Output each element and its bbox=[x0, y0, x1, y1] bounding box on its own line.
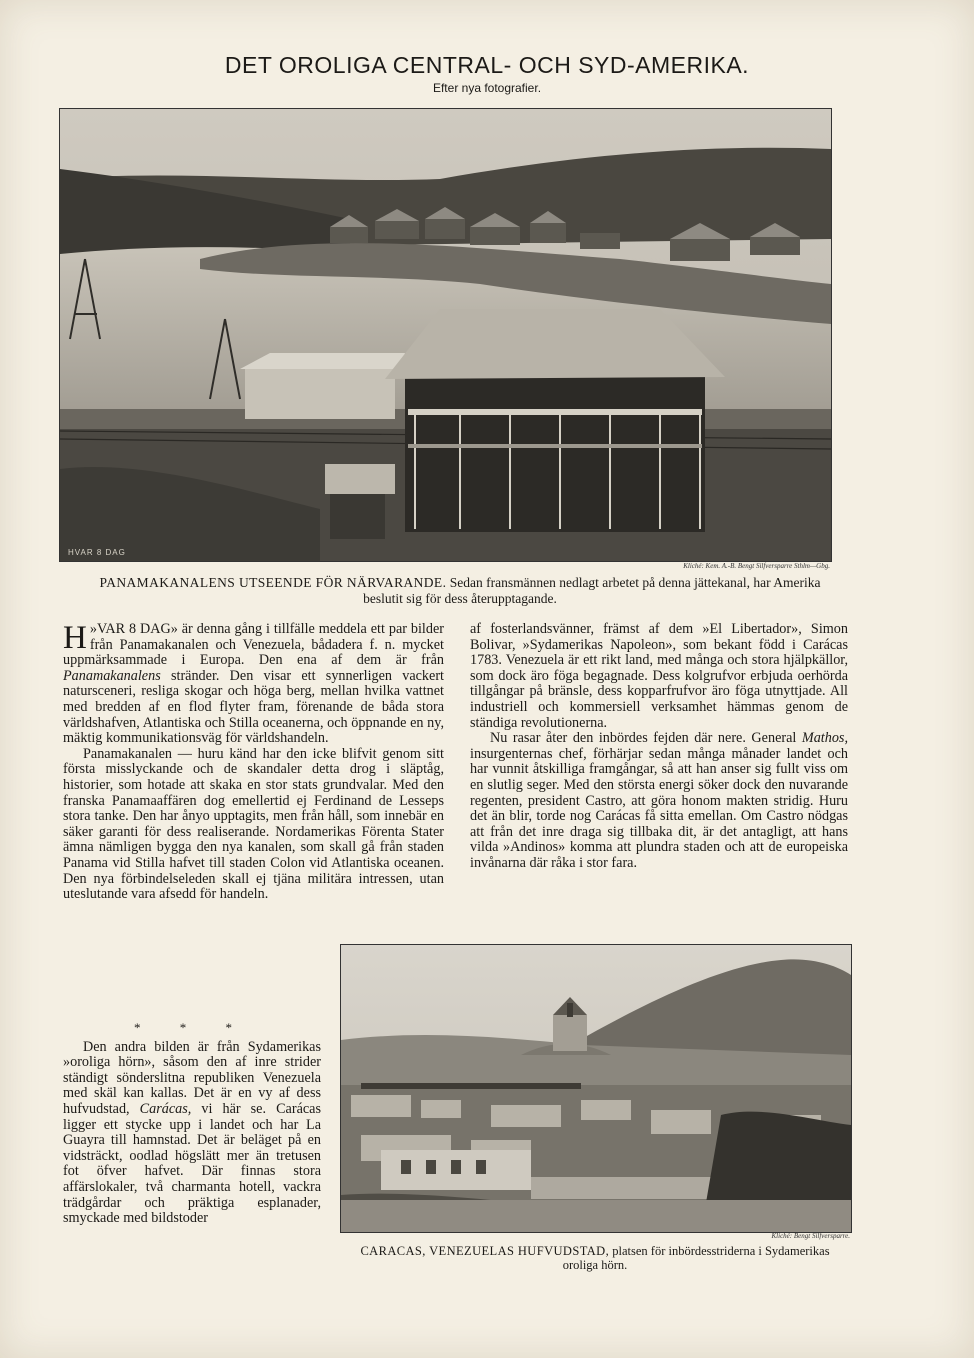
top-caption-lead: PANAMAKANALENS UTSEENDE FÖR NÄRVARANDE. bbox=[99, 575, 447, 590]
intro-text-b: stränder. Den visar ett synnerligen vackert natursceneri, resliga skogar och höga berg, mellan hvilka vattnet med bredden af en flod flyter fram, förenande de båda stora världshafven, Atlantiska och Stilla oceanerna, och öppnande en ny, mäktig kommunikationsväg för världshandeln. bbox=[63, 667, 444, 747]
top-caption-text: Sedan fransmännen nedlagt arbetet på denna jättekanal, har Amerika beslutit sig för dess återupptagande. bbox=[363, 575, 821, 606]
caracas-paragraph bbox=[63, 1040, 321, 1227]
civil-war-text-a: Nu rasar åter den inbördes fejden där nere. General bbox=[490, 730, 802, 747]
bottom-photo-credit: Kliché: Bengt Silfversparre. bbox=[771, 1232, 850, 1240]
venezuela-paragraph: af fosterlandsvänner, främst af dem »El Libertador», Simon Bolivar, »Sydamerikas Napoleon», som bekant född i Carácas 1783. Venezuela är ett rikt land, med många och stora hjälpkällor, som dock äro föga begagnade. Dess kolgrufvor erbjuda oerhörda tillgångar på bränsle, dess kopparfrufvor äro föga utnyttjade. All industriell och kommersiell verksamhet hämmas genom de ständiga revolutionerna. bbox=[470, 621, 848, 731]
top-photo-credit: Kliché: Kem. A.-B. Bengt Silfversparre Sthlm—Gbg. bbox=[683, 562, 830, 570]
intro-text-a: VAR 8 DAG» är denna gång i tillfälle meddela ett par bilder från Panamakanalen och Venezuela, bådadera f. n. mycket uppmärksammade i Europa. Den ena af dem är från bbox=[63, 621, 444, 669]
page-subtitle: Efter nya fotografier. bbox=[432, 81, 542, 95]
bottom-caption-text: platsen för inbördesstriderna i Sydamerikas oroliga hörn. bbox=[562, 1244, 830, 1272]
panama-canal-photo bbox=[59, 108, 832, 562]
top-photo-caption bbox=[90, 575, 830, 607]
left-column bbox=[63, 622, 444, 903]
panama-canal-illustration bbox=[60, 109, 831, 561]
panama-paragraph: Panamakanalen — huru känd har den icke blifvit genom sitt första misslyckande och de skandaler detta drog i släptåg, historier, som hotade att skaka en stor stats grundvalar. Med den franska Panamaaffären dog emellertid ej Ferdinand de Lesseps stora tanke. Den har ånyo upptagits, men från håll, som innebär en säker garanti för dess realiserande. Nordamerikas Förenta Stater ämna nämligen bygga den nya kanalen, som skall gå från staden Panama vid Stilla hafvet till staden Colon vid Atlantiska oceanen. Den nya förbindelseleden skall ej tjäna militära intressen, utan uteslutande vara afsedd för handeln. bbox=[63, 745, 444, 903]
caracas-text-b: vi här se. Carácas ligger ett stycke upp i landet och har La Guayra till hamnstad. Det är beläget på en vidsträckt, oodlad högslätt mer än tretusen fot öfver hafvet. Där finnas stora affärslokaler, två charmanta hotell, vackra trädgårdar och präktiga esplanader, smyckade med bildstoder bbox=[63, 1100, 321, 1227]
intro-paragraph bbox=[63, 622, 444, 747]
page-header bbox=[0, 52, 974, 95]
bottom-photo-caption bbox=[345, 1244, 845, 1272]
intro-italic: Panamakanalens bbox=[63, 667, 161, 684]
left-column-lower bbox=[63, 1014, 321, 1227]
photo-watermark: HVAR 8 DAG bbox=[68, 548, 126, 557]
bottom-caption-lead: CARACAS, VENEZUELAS HUFVUDSTAD, bbox=[360, 1244, 610, 1258]
caracas-illustration bbox=[341, 945, 851, 1232]
opening-quote: » bbox=[89, 621, 97, 637]
civil-war-text-b: insurgenternas chef, förhärjar sedan många månader landet och har vunnit åtskilliga framgångar, så att han anser sig fullt viss om en slutlig seger. Med den största energi söker dock den nuvarande regenten, president Castro, att göra honom makten stridig. Huru det än blir, torde nog Carácas få sitta emellan. Om Castro nödgas att från det inre draga sig tillbaka dit, är det antagligt, att hans vilda »Andinos» komma att plundra staden och att de europeiska invånarna där råka i stor fara. bbox=[470, 745, 848, 871]
civil-war-paragraph bbox=[470, 731, 848, 871]
page-title: DET OROLIGA CENTRAL- OCH SYD-AMERIKA. bbox=[224, 52, 750, 78]
section-divider: * * * bbox=[134, 1020, 250, 1035]
civil-war-italic: Mathos, bbox=[801, 730, 848, 747]
caracas-text-a: Den andra bilden är från Sydamerikas »oroliga hörn», såsom den af inre strider ständigt sönderslitna republiken Venezuela med skäl kan kallas. Det är en vy af dess hufvudstad, bbox=[63, 1038, 321, 1117]
drop-cap: H bbox=[63, 620, 87, 656]
right-column bbox=[470, 622, 848, 872]
caracas-italic: Carácas, bbox=[139, 1100, 192, 1117]
caracas-photo bbox=[340, 944, 852, 1233]
